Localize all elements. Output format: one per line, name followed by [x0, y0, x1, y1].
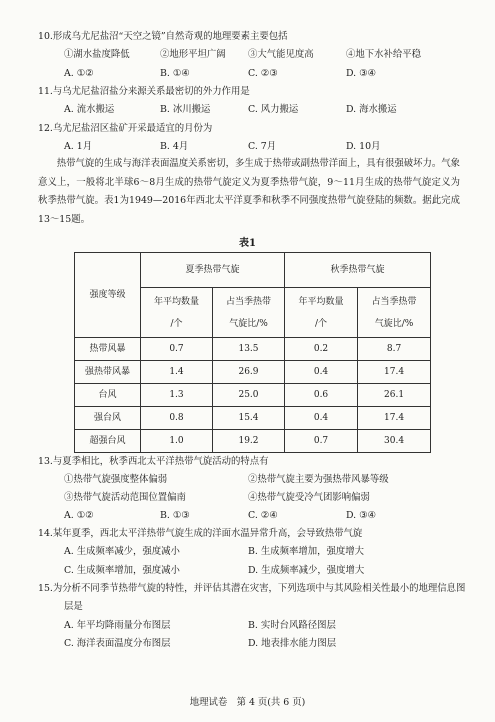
question-13-option-c[interactable]: C. ②④: [248, 510, 278, 521]
material-paragraph: 热带气旋的生成与海洋表面温度关系密切，多生成于热带或副热带洋面上，具有很强破坏力。气象意义上，一般将北半球6～8月生成的热带气旋定义为夏季热带气旋，9～11月生成的热带气旋定义为秋季热带气旋。表1为1949—2016年西北太平洋夏季和秋季不同强度热带气旋登陆的频数。据此完成13～15题。: [38, 158, 460, 225]
table-cell: 30.4: [358, 430, 431, 453]
question-15-stem-cont: 层是: [64, 601, 83, 612]
question-15-option-b[interactable]: B. 实时台风路径图层: [248, 620, 336, 631]
table-cell: 1.3: [141, 384, 213, 407]
table-row: [75, 430, 431, 453]
table-group-header: 秋季热带气旋: [285, 253, 431, 288]
table-row: [75, 384, 431, 407]
question-10-stem: 10.形成乌尤尼盐沼“天空之镜”自然奇观的地理要素主要包括: [38, 31, 288, 42]
table-cell: 13.5: [213, 338, 285, 361]
question-12-option-a[interactable]: A. 1月: [64, 141, 93, 152]
question-10-item: ④地下水补给平稳: [346, 49, 422, 60]
table-cell: 0.4: [285, 361, 358, 384]
table-cell: 26.1: [358, 384, 431, 407]
question-10-option-c[interactable]: C. ②③: [248, 68, 278, 79]
table-cell: 25.0: [213, 384, 285, 407]
table-cell: 8.7: [358, 338, 431, 361]
question-10-option-b[interactable]: B. ①④: [160, 68, 190, 79]
question-14-option-a[interactable]: A. 生成频率减少，强度减小: [64, 546, 180, 557]
question-10-item: ③大气能见度高: [248, 49, 314, 60]
question-12-stem: 12.乌尤尼盐沼区盐矿开采最适宜的月份为: [38, 123, 213, 134]
question-12-option-b[interactable]: B. 4月: [160, 141, 189, 152]
table-cell: 26.9: [213, 361, 285, 384]
question-13-item: ③热带气旋活动范围位置偏南: [64, 492, 186, 503]
question-11-option-a[interactable]: A. 流水搬运: [64, 104, 115, 115]
table-sub-header: 年平均数量 /个: [285, 288, 358, 338]
question-10-option-a[interactable]: A. ①②: [64, 68, 94, 79]
table-cell: 1.0: [141, 430, 213, 453]
question-10-option-d[interactable]: D. ③④: [346, 68, 376, 79]
question-14-option-c[interactable]: C. 生成频率增加，强度减小: [64, 565, 180, 576]
table-title: 表1: [239, 238, 256, 249]
table-cell: 0.7: [285, 430, 358, 453]
question-15-option-a[interactable]: A. 年平均降雨量分布图层: [64, 620, 171, 631]
table-cell: 0.2: [285, 338, 358, 361]
question-13-option-d[interactable]: D. ③④: [346, 510, 376, 521]
table-cell-level: 强台风: [75, 407, 141, 430]
question-11-option-b[interactable]: B. 冰川搬运: [160, 104, 211, 115]
table-sub-header: 占当季热带 气旋比/%: [358, 288, 431, 338]
question-12-option-d[interactable]: D. 10月: [346, 141, 381, 152]
question-13-option-a[interactable]: A. ①②: [64, 510, 94, 521]
table-cell-level: 热带风暴: [75, 338, 141, 361]
question-12-option-c[interactable]: C. 7月: [248, 141, 277, 152]
table-cell: 0.7: [141, 338, 213, 361]
table-cell-level: 台风: [75, 384, 141, 407]
question-10-item: ①湖水盐度降低: [64, 49, 130, 60]
question-13-option-b[interactable]: B. ①③: [160, 510, 190, 521]
table-group-header: 夏季热带气旋: [141, 253, 285, 288]
page-footer: 地理试卷 第 4 页(共 6 页): [189, 697, 306, 708]
question-11-option-c[interactable]: C. 风力搬运: [248, 104, 299, 115]
question-15-stem: 15.为分析不同季节热带气旋的特性，并评估其潜在灾害，下列选项中与其风险相关性最小的地理信息图: [38, 583, 466, 594]
question-14-option-d[interactable]: D. 生成频率减少，强度增大: [248, 565, 365, 576]
table-sub-header: 年平均数量 /个: [141, 288, 213, 338]
question-13-item: ①热带气旋强度整体偏弱: [64, 474, 168, 485]
table-corner-header: 强度等级: [75, 253, 141, 338]
table-row: [75, 407, 431, 430]
question-11-option-d[interactable]: D. 海水搬运: [346, 104, 397, 115]
question-15-option-c[interactable]: C. 海洋表面温度分布图层: [64, 638, 171, 649]
question-13-item: ④热带气旋受冷气团影响偏弱: [248, 492, 370, 503]
table-cell: 17.4: [358, 407, 431, 430]
table-cell-level: 强热带风暴: [75, 361, 141, 384]
table-cell: 0.4: [285, 407, 358, 430]
table-cell: 15.4: [213, 407, 285, 430]
table-cell: 17.4: [358, 361, 431, 384]
question-14-option-b[interactable]: B. 生成频率增加，强度增大: [248, 546, 364, 557]
table-cell: 1.4: [141, 361, 213, 384]
table-cell: 19.2: [213, 430, 285, 453]
cyclone-frequency-table: [74, 252, 431, 453]
table-row: [75, 361, 431, 384]
question-11-stem: 11.与乌尤尼盐沼盐分来源关系最密切的外力作用是: [38, 86, 250, 97]
question-15-option-d[interactable]: D. 地表排水能力图层: [248, 638, 337, 649]
table-cell: 0.8: [141, 407, 213, 430]
question-13-stem: 13.与夏季相比，秋季西北太平洋热带气旋活动的特点有: [38, 456, 269, 467]
table-cell: 0.6: [285, 384, 358, 407]
question-10-item: ②地形平坦广阔: [160, 49, 226, 60]
table-cell-level: 超强台风: [75, 430, 141, 453]
table-sub-header: 占当季热带 气旋比/%: [213, 288, 285, 338]
question-14-stem: 14.某年夏季，西北太平洋热带气旋生成的洋面水温异常升高，会导致热带气旋: [38, 528, 363, 539]
table-row: [75, 338, 431, 361]
question-13-item: ②热带气旋主要为强热带风暴等级: [248, 474, 389, 485]
